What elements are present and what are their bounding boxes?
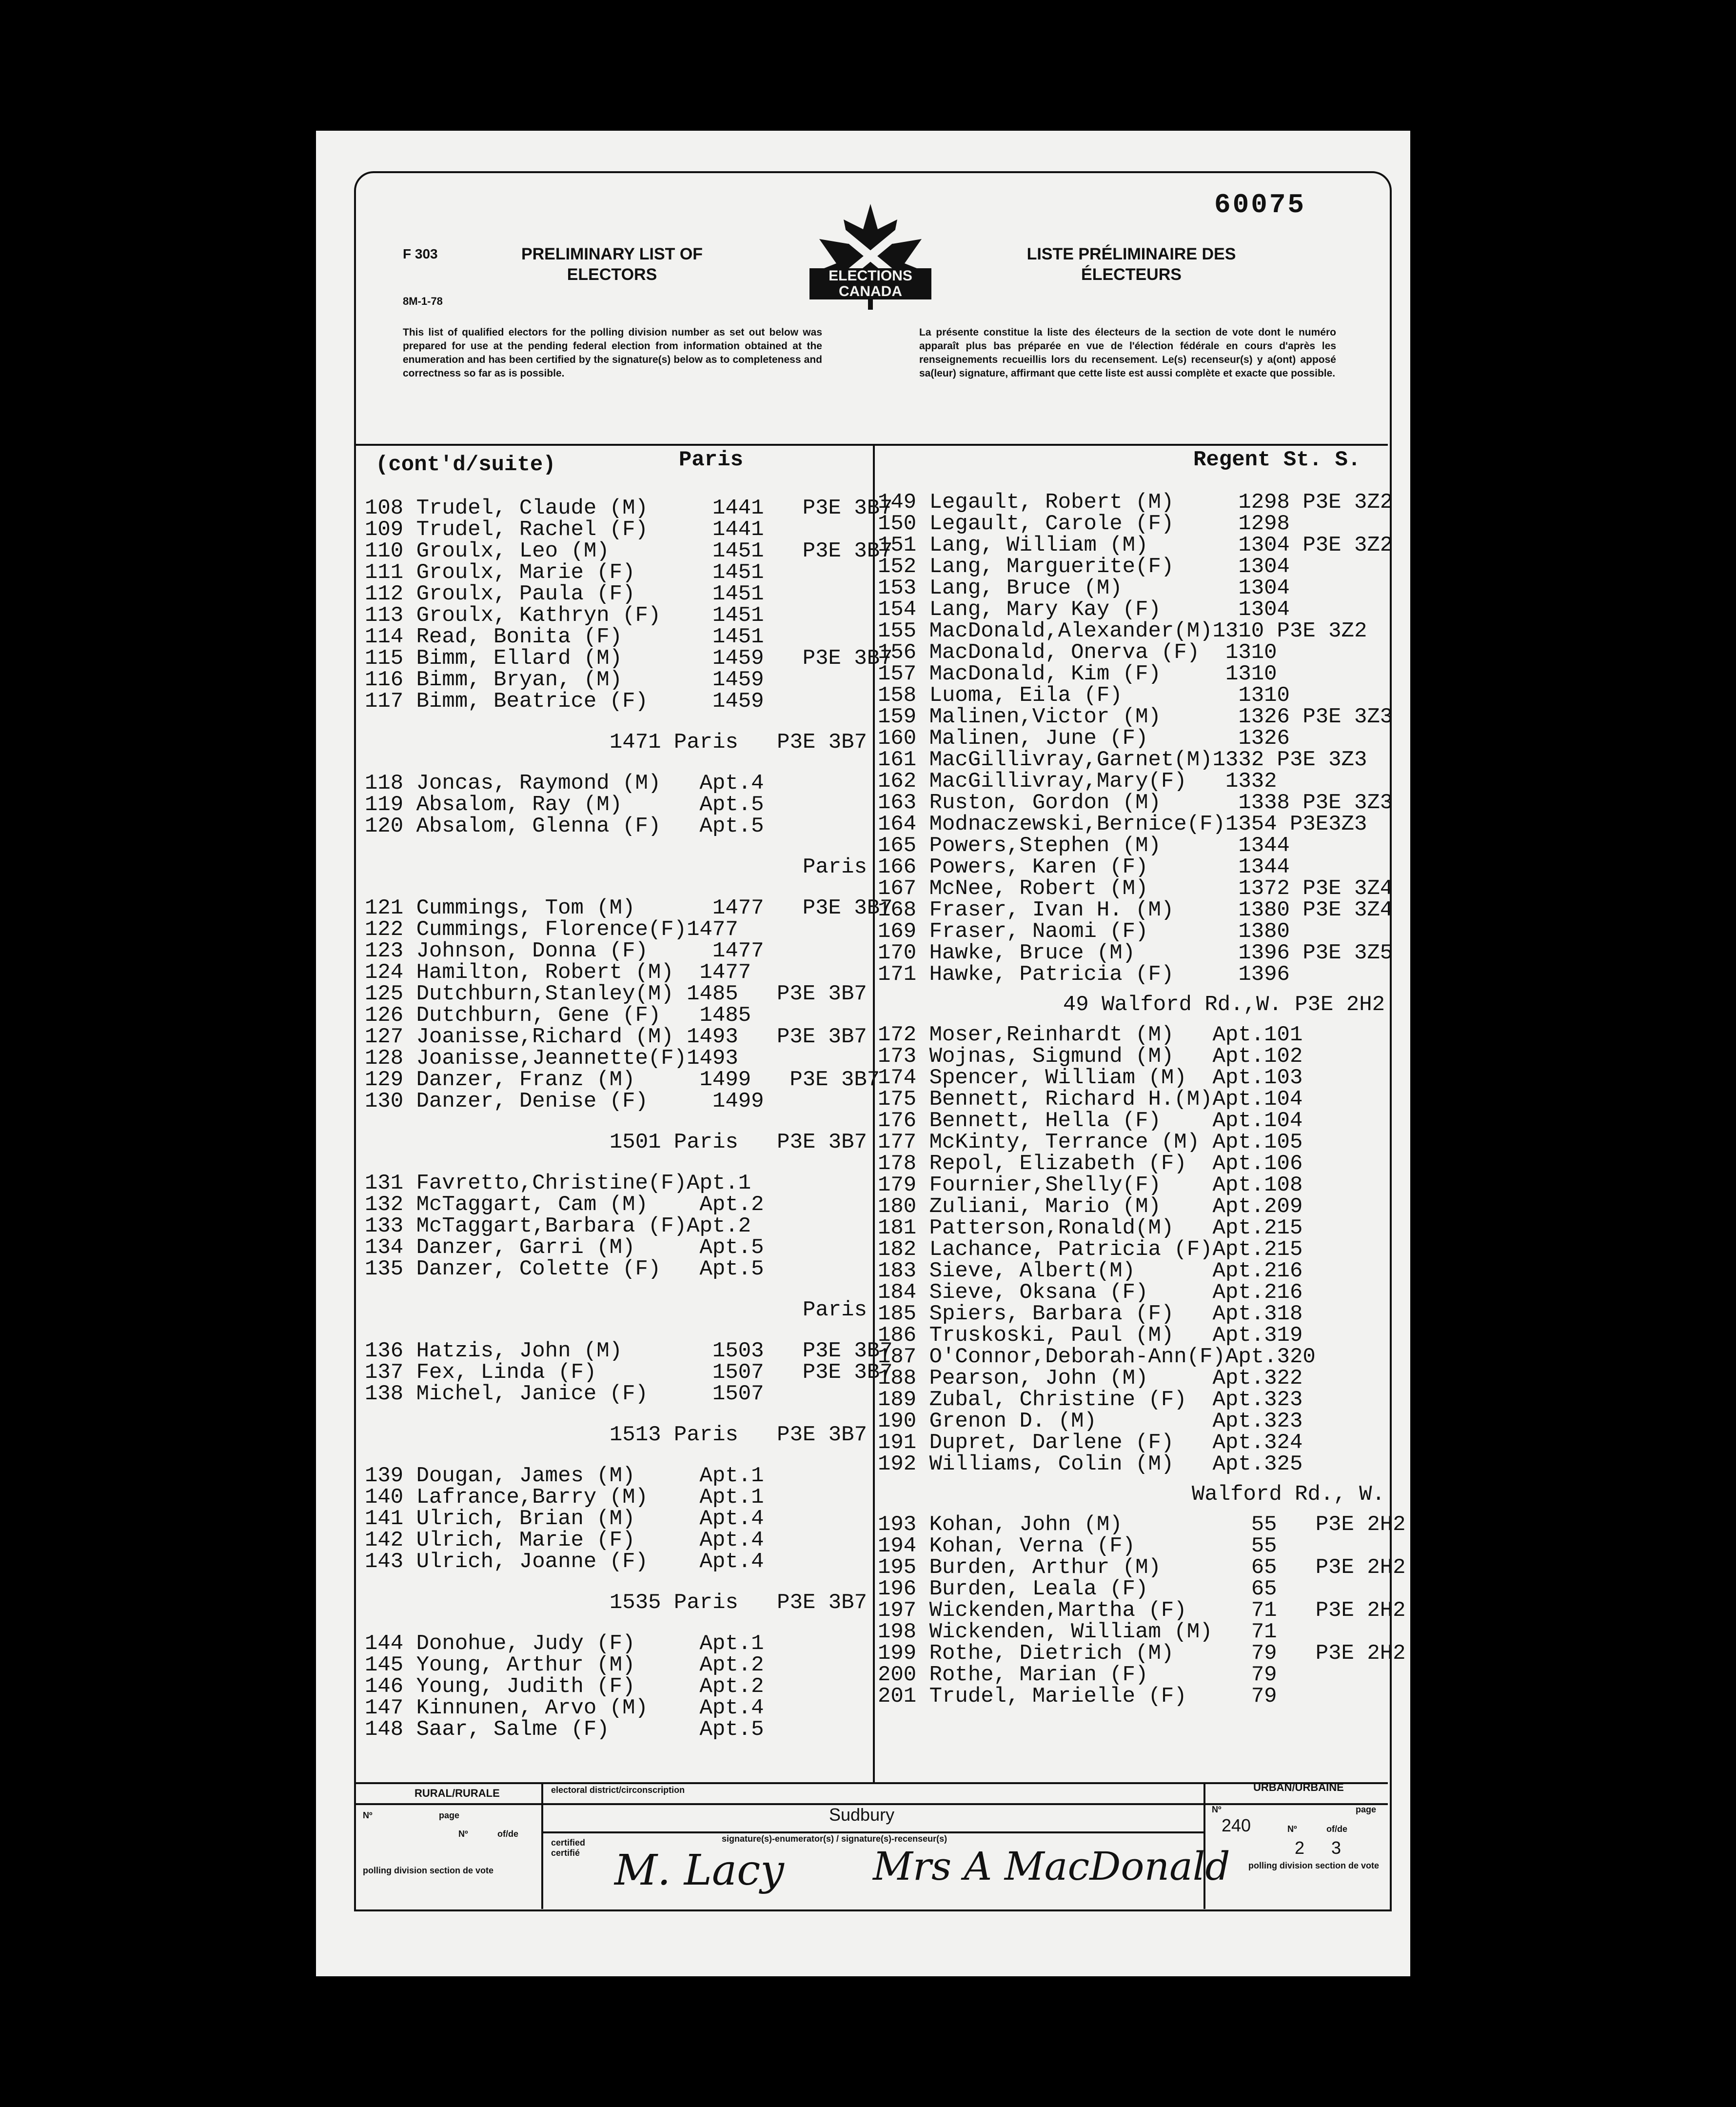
footer-district-line bbox=[542, 1831, 1203, 1833]
elector-row: 125 Dutchburn,Stanley(M) 1485 P3E 3B7 bbox=[365, 982, 867, 1006]
elector-row: 142 Ulrich, Marie (F) Apt.4 bbox=[365, 1528, 764, 1552]
elector-row: 132 McTaggart, Cam (M) Apt.2 bbox=[365, 1193, 764, 1217]
header-divider bbox=[356, 444, 1388, 446]
elector-row: 198 Wickenden, William (M) 71 bbox=[878, 1620, 1277, 1644]
elector-row: 140 Lafrance,Barry (M) Apt.1 bbox=[365, 1485, 764, 1510]
elector-row: 138 Michel, Janice (F) 1507 bbox=[365, 1382, 764, 1406]
elector-row: 182 Lachance, Patricia (F)Apt.215 bbox=[878, 1237, 1303, 1262]
urban-label: URBAN/URBAINE bbox=[1253, 1781, 1344, 1793]
elector-row: 183 Sieve, Albert(M) Apt.216 bbox=[878, 1259, 1303, 1283]
polling-no-value: 2 bbox=[1295, 1838, 1305, 1858]
elector-row: 156 MacDonald, Onerva (F) 1310 bbox=[878, 640, 1277, 665]
address-header: Paris bbox=[802, 1298, 867, 1322]
rural-no2-label: Nº bbox=[458, 1829, 468, 1839]
district-label: electoral district/circonscription bbox=[551, 1785, 685, 1795]
elector-row: 129 Danzer, Franz (M) 1499 P3E 3B7 bbox=[365, 1068, 880, 1092]
elector-row: 115 Bimm, Ellard (M) 1459 P3E 3B7 bbox=[365, 646, 893, 671]
address-header: 1513 Paris P3E 3B7 bbox=[609, 1423, 867, 1447]
address-header: 1501 Paris P3E 3B7 bbox=[609, 1130, 867, 1154]
logo-text: ELECTIONS CANADA bbox=[809, 268, 931, 299]
urban-page-label: page bbox=[1356, 1805, 1377, 1814]
elections-canada-logo bbox=[800, 200, 941, 317]
elector-row: 126 Dutchburn, Gene (F) 1485 bbox=[365, 1003, 751, 1028]
elector-row: 177 McKinty, Terrance (M) Apt.105 bbox=[878, 1130, 1303, 1154]
elector-row: 145 Young, Arthur (M) Apt.2 bbox=[365, 1653, 764, 1677]
form-code: F 303 bbox=[403, 246, 438, 261]
rural-polling-label: polling division section de vote bbox=[363, 1866, 494, 1875]
elector-row: 124 Hamilton, Robert (M) 1477 bbox=[365, 960, 751, 985]
elector-row: 179 Fournier,Shelly(F) Apt.108 bbox=[878, 1173, 1303, 1197]
elector-row: 155 MacDonald,Alexander(M)1310 P3E 3Z2 bbox=[878, 619, 1367, 643]
elector-row: 160 Malinen, June (F) 1326 bbox=[878, 726, 1290, 751]
elector-row: 178 Repol, Elizabeth (F) Apt.106 bbox=[878, 1152, 1303, 1176]
elector-row: 149 Legault, Robert (M) 1298 P3E 3Z2 bbox=[878, 490, 1393, 515]
elector-row: 148 Saar, Salme (F) Apt.5 bbox=[365, 1717, 764, 1742]
elector-row: 117 Bimm, Beatrice (F) 1459 bbox=[365, 689, 764, 714]
elector-row: 168 Fraser, Ivan H. (M) 1380 P3E 3Z4 bbox=[878, 898, 1393, 922]
elector-row: 158 Luoma, Eila (F) 1310 bbox=[878, 683, 1290, 708]
urban-polling-label: polling division section de vote bbox=[1248, 1861, 1380, 1870]
form-number: 60075 bbox=[1214, 189, 1306, 220]
elector-row: 169 Fraser, Naomi (F) 1380 bbox=[878, 919, 1290, 944]
rural-of-label: of/de bbox=[497, 1829, 518, 1839]
elector-row: 170 Hawke, Bruce (M) 1396 P3E 3Z5 bbox=[878, 941, 1393, 965]
elector-row: 172 Moser,Reinhardt (M) Apt.101 bbox=[878, 1023, 1303, 1047]
elector-row: 176 Bennett, Hella (F) Apt.104 bbox=[878, 1109, 1303, 1133]
elector-row: 134 Danzer, Garri (M) Apt.5 bbox=[365, 1235, 764, 1260]
elector-row: 187 O'Connor,Deborah-Ann(F)Apt.320 bbox=[878, 1345, 1316, 1369]
page-value: 240 bbox=[1222, 1815, 1251, 1835]
column-divider bbox=[873, 445, 875, 1782]
title-english: PRELIMINARY LIST OF ELECTORS bbox=[521, 245, 703, 284]
elector-row: 175 Bennett, Richard H.(M)Apt.104 bbox=[878, 1087, 1303, 1112]
elector-row: 151 Lang, William (M) 1304 P3E 3Z2 bbox=[878, 533, 1393, 557]
elector-row: 144 Donohue, Judy (F) Apt.1 bbox=[365, 1631, 764, 1656]
elector-row: 127 Joanisse,Richard (M) 1493 P3E 3B7 bbox=[365, 1025, 867, 1049]
elector-row: 163 Ruston, Gordon (M) 1338 P3E 3Z3 bbox=[878, 791, 1393, 815]
right-street-header: Regent St. S. bbox=[1193, 448, 1361, 472]
elector-row: 180 Zuliani, Mario (M) Apt.209 bbox=[878, 1194, 1303, 1219]
elector-row: 196 Burden, Leala (F) 65 bbox=[878, 1577, 1277, 1601]
elector-row: 110 Groulx, Leo (M) 1451 P3E 3B7 bbox=[365, 539, 893, 563]
elector-row: 137 Fex, Linda (F) 1507 P3E 3B7 bbox=[365, 1360, 893, 1385]
elector-row: 112 Groulx, Paula (F) 1451 bbox=[365, 582, 764, 606]
footer-divider-rural bbox=[541, 1782, 543, 1909]
elector-row: 141 Ulrich, Brian (M) Apt.4 bbox=[365, 1507, 764, 1531]
rural-label: RURAL/RURALE bbox=[414, 1787, 500, 1799]
elector-row: 120 Absalom, Glenna (F) Apt.5 bbox=[365, 814, 764, 838]
elector-row: 194 Kohan, Verna (F) 55 bbox=[878, 1534, 1277, 1558]
elector-row: 143 Ulrich, Joanne (F) Apt.4 bbox=[365, 1550, 764, 1574]
district-value: Sudbury bbox=[829, 1805, 895, 1825]
elector-row: 165 Powers,Stephen (M) 1344 bbox=[878, 834, 1290, 858]
elector-row: 185 Spiers, Barbara (F) Apt.318 bbox=[878, 1302, 1303, 1326]
title-french: LISTE PRÉLIMINAIRE DES ÉLECTEURS bbox=[1026, 245, 1236, 284]
elector-row: 159 Malinen,Victor (M) 1326 P3E 3Z3 bbox=[878, 705, 1393, 729]
elector-row: 190 Grenon D. (M) Apt.323 bbox=[878, 1409, 1303, 1433]
polling-of-value: 3 bbox=[1331, 1838, 1341, 1858]
elector-row: 130 Danzer, Denise (F) 1499 bbox=[365, 1089, 764, 1113]
maple-leaf-icon bbox=[800, 200, 941, 317]
address-header: Walford Rd., W. bbox=[1191, 1482, 1385, 1507]
elector-row: 154 Lang, Mary Kay (F) 1304 bbox=[878, 597, 1290, 622]
elector-row: 121 Cummings, Tom (M) 1477 P3E 3B7 bbox=[365, 896, 893, 920]
signature-1: M. Lacy bbox=[614, 1846, 784, 1895]
elector-row: 136 Hatzis, John (M) 1503 P3E 3B7 bbox=[365, 1339, 893, 1363]
footer-top-line bbox=[356, 1782, 1388, 1784]
elector-row: 174 Spencer, William (M) Apt.103 bbox=[878, 1066, 1303, 1090]
certified-label: certified certifié bbox=[551, 1838, 586, 1858]
elector-row: 131 Favretto,Christine(F)Apt.1 bbox=[365, 1171, 751, 1195]
continued-label: (cont'd/suite) bbox=[375, 453, 556, 477]
elector-row: 128 Joanisse,Jeannette(F)1493 bbox=[365, 1046, 738, 1071]
urban-of-label: of/de bbox=[1326, 1824, 1347, 1834]
elector-row: 171 Hawke, Patricia (F) 1396 bbox=[878, 962, 1290, 987]
address-header: Paris bbox=[802, 855, 867, 879]
address-header: 1535 Paris P3E 3B7 bbox=[609, 1590, 867, 1615]
elector-row: 188 Pearson, John (M) Apt.322 bbox=[878, 1366, 1303, 1391]
elector-row: 161 MacGillivray,Garnet(M)1332 P3E 3Z3 bbox=[878, 748, 1367, 772]
signature-label: signature(s)-enumerator(s) / signature(s)-recenseur(s) bbox=[722, 1834, 947, 1844]
left-street-header: Paris bbox=[679, 448, 744, 472]
elector-row: 201 Trudel, Marielle (F) 79 bbox=[878, 1684, 1277, 1709]
elector-row: 200 Rothe, Marian (F) 79 bbox=[878, 1663, 1277, 1687]
form-date: 8M-1-78 bbox=[403, 295, 443, 307]
elector-row: 186 Truskoski, Paul (M) Apt.319 bbox=[878, 1323, 1303, 1348]
elector-row: 189 Zubal, Christine (F) Apt.323 bbox=[878, 1388, 1303, 1412]
urban-no2-label: Nº bbox=[1287, 1824, 1297, 1834]
elector-row: 119 Absalom, Ray (M) Apt.5 bbox=[365, 793, 764, 817]
elector-row: 118 Joncas, Raymond (M) Apt.4 bbox=[365, 771, 764, 795]
elector-row: 108 Trudel, Claude (M) 1441 P3E 3B7 bbox=[365, 496, 893, 520]
notice-french: La présente constitue la liste des électeurs de la section de vote dont le numéro apparaît plus bas préparée en vue de l'élection fédérale en cours d'après les renseignements recueillis lors du recensement. Le(s) recenseur(s) y a(ont) apposé sa(leur) signature, affirmant que cette liste est aussi complète et exacte que possible. bbox=[919, 327, 1336, 379]
urban-no-label: Nº bbox=[1212, 1805, 1222, 1814]
elector-row: 139 Dougan, James (M) Apt.1 bbox=[365, 1464, 764, 1488]
elector-row: 184 Sieve, Oksana (F) Apt.216 bbox=[878, 1280, 1303, 1305]
elector-row: 153 Lang, Bruce (M) 1304 bbox=[878, 576, 1290, 600]
elector-row: 123 Johnson, Donna (F) 1477 bbox=[365, 939, 764, 963]
elector-row: 164 Modnaczewski,Bernice(F)1354 P3E3Z3 bbox=[878, 812, 1367, 836]
elector-row: 197 Wickenden,Martha (F) 71 P3E 2H2 bbox=[878, 1598, 1406, 1623]
elector-row: 199 Rothe, Dietrich (M) 79 P3E 2H2 bbox=[878, 1641, 1406, 1666]
notice-english: This list of qualified electors for the polling division number as set out below was prepared for use at the pending federal election from information obtained at the enumeration and has been certified by the signature(s) below as to completeness and correctness so far as is possible. bbox=[403, 327, 822, 379]
signature-2: Mrs A MacDonald bbox=[873, 1844, 1230, 1889]
elector-row: 116 Bimm, Bryan, (M) 1459 bbox=[365, 668, 764, 692]
elector-row: 135 Danzer, Colette (F) Apt.5 bbox=[365, 1257, 764, 1281]
elector-row: 113 Groulx, Kathryn (F) 1451 bbox=[365, 603, 764, 628]
elector-row: 146 Young, Judith (F) Apt.2 bbox=[365, 1674, 764, 1699]
address-header: 1471 Paris P3E 3B7 bbox=[609, 730, 867, 755]
elector-row: 181 Patterson,Ronald(M) Apt.215 bbox=[878, 1216, 1303, 1240]
elector-row: 122 Cummings, Florence(F)1477 bbox=[365, 917, 738, 942]
elector-row: 193 Kohan, John (M) 55 P3E 2H2 bbox=[878, 1512, 1406, 1537]
elector-row: 109 Trudel, Rachel (F) 1441 bbox=[365, 517, 764, 542]
elector-row: 191 Dupret, Darlene (F) Apt.324 bbox=[878, 1431, 1303, 1455]
elector-row: 166 Powers, Karen (F) 1344 bbox=[878, 855, 1290, 879]
elector-row: 195 Burden, Arthur (M) 65 P3E 2H2 bbox=[878, 1555, 1406, 1580]
elector-row: 111 Groulx, Marie (F) 1451 bbox=[365, 560, 764, 585]
elector-row: 157 MacDonald, Kim (F) 1310 bbox=[878, 662, 1277, 686]
elector-row: 114 Read, Bonita (F) 1451 bbox=[365, 625, 764, 649]
elector-row: 173 Wojnas, Sigmund (M) Apt.102 bbox=[878, 1044, 1303, 1069]
elector-row: 150 Legault, Carole (F) 1298 bbox=[878, 512, 1290, 536]
elector-row: 162 MacGillivray,Mary(F) 1332 bbox=[878, 769, 1277, 794]
rural-no-label: Nº bbox=[363, 1810, 373, 1820]
rural-page-label: page bbox=[439, 1810, 460, 1820]
elector-row: 167 McNee, Robert (M) 1372 P3E 3Z4 bbox=[878, 876, 1393, 901]
elector-row: 192 Williams, Colin (M) Apt.325 bbox=[878, 1452, 1303, 1476]
elector-row: 152 Lang, Marguerite(F) 1304 bbox=[878, 555, 1290, 579]
address-header: 49 Walford Rd.,W. P3E 2H2 bbox=[1063, 993, 1385, 1017]
elector-row: 133 McTaggart,Barbara (F)Apt.2 bbox=[365, 1214, 751, 1238]
elector-row: 147 Kinnunen, Arvo (M) Apt.4 bbox=[365, 1696, 764, 1720]
